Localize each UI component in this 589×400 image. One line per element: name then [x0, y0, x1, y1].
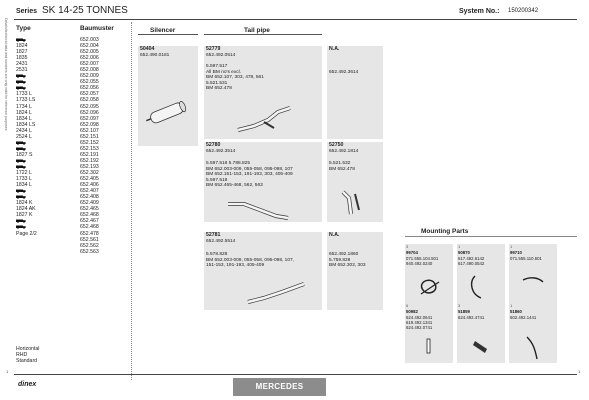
series-label: Series — [16, 8, 38, 15]
tailpipe-drawing — [339, 188, 369, 218]
part-code: 51859 — [458, 309, 470, 314]
type-item: 2531 — [16, 67, 28, 74]
type-item: 1824 K — [16, 200, 33, 207]
note-line: BM 652.003-009, 055-058, 095-098, 107 — [206, 166, 293, 172]
note-line: BM 652.478 — [206, 86, 232, 92]
baumuster-item: 652.007 — [80, 61, 99, 68]
silencer-code: 50404 — [140, 46, 155, 52]
part-ref: 940.492.0240 — [406, 261, 433, 266]
baumuster-item: 652.058 — [80, 97, 99, 104]
part-quantity: 1 — [510, 244, 513, 249]
header-divider — [14, 19, 577, 20]
baumuster-item: 652.192 — [80, 157, 99, 164]
tailpipe-heading: Tail pipe — [244, 27, 270, 34]
tailpipe-drawing — [226, 198, 290, 222]
note-line: 5.597.518 — [206, 177, 228, 183]
part-ref: 624.492.4741 — [458, 315, 485, 320]
baumuster-item: 652.468 — [80, 224, 99, 231]
baumuster-item: 652.097 — [80, 115, 99, 122]
baumuster-item: 652.055 — [80, 79, 99, 86]
silencer-ref: 652.490.0181 — [140, 53, 170, 58]
alt-notes — [329, 161, 355, 172]
type-item: 1827 — [16, 49, 28, 56]
type-item: 2524 L — [16, 133, 32, 140]
part-code: 99704 — [406, 250, 418, 255]
part-code: 51860 — [510, 309, 522, 314]
part-quantity: 1 — [510, 303, 513, 308]
baumuster-item: 652.005 — [80, 49, 99, 56]
note-line: BM 652.003-009, 055-058, 095-098, 107, — [206, 257, 295, 263]
type-item: 1824 L — [16, 109, 32, 116]
type-item: 1834 L — [16, 115, 32, 122]
mounting-part-card[interactable] — [457, 244, 505, 304]
tailpipe-ref: 652.492.5514 — [206, 239, 236, 244]
tailpipe-code: 52779 — [206, 46, 221, 52]
note-line: 5.759.828 — [329, 257, 351, 263]
type-item: 1834 L — [16, 182, 32, 189]
mounting-heading-line — [405, 236, 577, 237]
footer-divider — [14, 374, 577, 375]
tailpipe-notes — [206, 252, 294, 269]
type-item: 1722 L — [16, 170, 32, 177]
baumuster-item: 652.096 — [80, 109, 99, 116]
baumuster-item: 652.562 — [80, 242, 99, 249]
note-line: 151-153, 191-193, 405-409 — [206, 263, 265, 269]
part-drawing — [465, 333, 497, 361]
part-quantity: 6 — [406, 303, 409, 308]
part-drawing — [413, 272, 445, 300]
tailpipe-panel-3[interactable] — [204, 232, 322, 310]
baumuster-item: 652.153 — [80, 145, 99, 152]
part-ref: 624.492.0641 — [406, 315, 433, 320]
part-code: 99710 — [510, 250, 522, 255]
mounting-heading: Mounting Parts — [421, 228, 469, 235]
tailpipe-notes — [206, 161, 293, 189]
part-ref: 071.555.110.501 — [510, 256, 542, 261]
baumuster-item: 652.095 — [80, 103, 99, 110]
baumuster-item: 652.006 — [80, 55, 99, 62]
note-line: 5.578.828 — [206, 252, 228, 257]
part-code: 50982 — [406, 309, 418, 314]
alt-code: N.A. — [329, 232, 340, 238]
baumuster-heading: Baumuster — [80, 25, 114, 32]
baumuster-item: 652.151 — [80, 133, 99, 140]
silencer-panel[interactable] — [138, 46, 198, 146]
note-line: 5.597.517 — [206, 64, 228, 69]
mounting-part-card[interactable] — [405, 244, 453, 304]
baumuster-item: 652.465 — [80, 206, 99, 213]
alt-panel-3[interactable] — [327, 232, 383, 310]
mounting-part-card[interactable] — [457, 303, 505, 363]
baumuster-item: 652.107 — [80, 127, 99, 134]
baumuster-item: 652.407 — [80, 188, 99, 195]
part-ref: 602.492.1441 — [510, 315, 537, 320]
alt-panel-1[interactable] — [327, 46, 383, 139]
type-item: 1733 LS — [16, 97, 36, 104]
type-item: 1827 K — [16, 212, 33, 219]
baumuster-item: 652.004 — [80, 43, 99, 50]
note-line: 652.492.1860 — [329, 252, 359, 257]
type-item: Page 2/2 — [16, 230, 37, 237]
alt-ref: 652.492.1814 — [329, 149, 359, 154]
type-item: 1824 AK — [16, 206, 36, 213]
baumuster-item: 652.409 — [80, 200, 99, 207]
type-item: 1733 L — [16, 91, 32, 98]
tailpipe-code: 52781 — [206, 232, 221, 238]
baumuster-item: 652.009 — [80, 73, 99, 80]
silencer-heading-line — [138, 34, 198, 35]
type-item: 1824 — [16, 43, 28, 50]
part-drawing — [465, 272, 497, 300]
part-ref: 617.490.0542 — [458, 261, 485, 266]
baumuster-item: 652.302 — [80, 170, 99, 177]
system-label: System No.: — [459, 8, 500, 15]
alt-notes — [329, 252, 366, 269]
page-mark: 1 — [6, 369, 9, 374]
note-line: 5.521.531 — [206, 80, 228, 86]
type-item: 1733 L — [16, 176, 32, 183]
baumuster-item: 652.563 — [80, 248, 99, 255]
type-item: 2434 L — [16, 127, 32, 134]
part-ref: 617.492.6142 — [458, 256, 485, 261]
baumuster-item: 652.408 — [80, 194, 99, 201]
type-heading: Type — [16, 25, 31, 32]
baumuster-item: 652.406 — [80, 182, 99, 189]
part-ref: 624.492.0741 — [406, 325, 433, 330]
system-value: 150200342 — [508, 8, 539, 14]
part-code: 50870 — [458, 250, 470, 255]
tailpipe-code: 52780 — [206, 142, 221, 148]
baumuster-list — [80, 37, 99, 255]
baumuster-item: 652.191 — [80, 151, 99, 158]
part-ref: 071.555.104.501 — [406, 256, 439, 261]
note-line: All BM no's excl. — [206, 69, 242, 75]
alt-notes — [329, 70, 358, 76]
baumuster-item: 652.468 — [80, 212, 99, 219]
part-quantity: 3 — [458, 303, 461, 308]
side-note-text: Details/technical data and numbers are only valid for reference purposes — [4, 18, 8, 131]
part-ref: 619.492.1341 — [406, 320, 433, 325]
baumuster-item: 652.098 — [80, 121, 99, 128]
column-divider — [131, 22, 132, 380]
note-line: 5.521.532 — [329, 161, 351, 166]
baumuster-item: 652.467 — [80, 218, 99, 225]
note-line: BM 652.107, 303, 478, 561 — [206, 75, 264, 81]
type-item: 1835 — [16, 55, 28, 62]
alt-code: 52750 — [329, 142, 344, 148]
spec-item: Standard — [16, 358, 38, 365]
part-drawing — [517, 272, 549, 300]
silencer-heading: Silencer — [150, 27, 176, 34]
tailpipe-panel-2[interactable] — [204, 142, 322, 222]
spec-item: Horizontal — [16, 346, 40, 352]
baumuster-item: 652.003 — [80, 37, 99, 43]
series-value: SK 14-25 TONNES — [42, 5, 128, 16]
part-quantity: 1 — [458, 244, 461, 249]
tailpipe-drawing — [244, 280, 308, 306]
note-line: BM 652.302, 303 — [329, 263, 366, 269]
baumuster-item: 652.193 — [80, 163, 99, 170]
note-line: BM 652.465-468, 562, 563 — [206, 183, 263, 189]
part-drawing — [517, 333, 549, 361]
baumuster-item: 652.057 — [80, 91, 99, 98]
spec-list — [16, 346, 39, 364]
brand-logo: dinex — [18, 381, 37, 388]
silencer-drawing — [144, 98, 192, 128]
tailpipe-notes — [206, 64, 264, 92]
page-mark: 1 — [578, 369, 581, 374]
tailpipe-ref: 652.492.0514 — [206, 53, 236, 58]
mounting-part-card[interactable] — [509, 244, 557, 304]
baumuster-item: 652.008 — [80, 67, 99, 74]
baumuster-item: 652.405 — [80, 176, 99, 183]
alt-panel-2[interactable] — [327, 142, 383, 222]
tailpipe-ref: 652.492.3514 — [206, 149, 236, 154]
tailpipe-panel-1[interactable] — [204, 46, 322, 139]
baumuster-item: 652.478 — [80, 230, 99, 237]
mounting-part-card[interactable] — [405, 303, 453, 363]
note-line: 5.597.518 5.788.825 — [206, 161, 251, 166]
note-line: BM 652.151-153, 191-193, 303, 405-409 — [206, 172, 293, 178]
tailpipe-drawing — [234, 104, 294, 134]
part-drawing — [413, 333, 445, 361]
brand-banner: MERCEDES — [233, 378, 326, 396]
baumuster-item: 652.561 — [80, 236, 99, 243]
spec-item: RHD — [16, 352, 28, 359]
part-quantity: 3 — [406, 244, 409, 249]
type-item: 1834 LS — [16, 121, 36, 128]
type-item: 1827 S — [16, 151, 33, 158]
note-line: BM 652.478 — [329, 166, 355, 172]
side-note — [2, 20, 10, 140]
note-line: 652.492.3614 — [329, 70, 359, 75]
tailpipe-heading-line — [204, 34, 322, 35]
type-item: 2431 — [16, 61, 28, 68]
alt-code: N.A. — [329, 46, 340, 52]
type-item: 1734 L — [16, 103, 32, 110]
baumuster-item: 652.056 — [80, 85, 99, 92]
baumuster-item: 652.152 — [80, 139, 99, 146]
type-list — [16, 37, 37, 237]
mounting-part-card[interactable] — [509, 303, 557, 363]
